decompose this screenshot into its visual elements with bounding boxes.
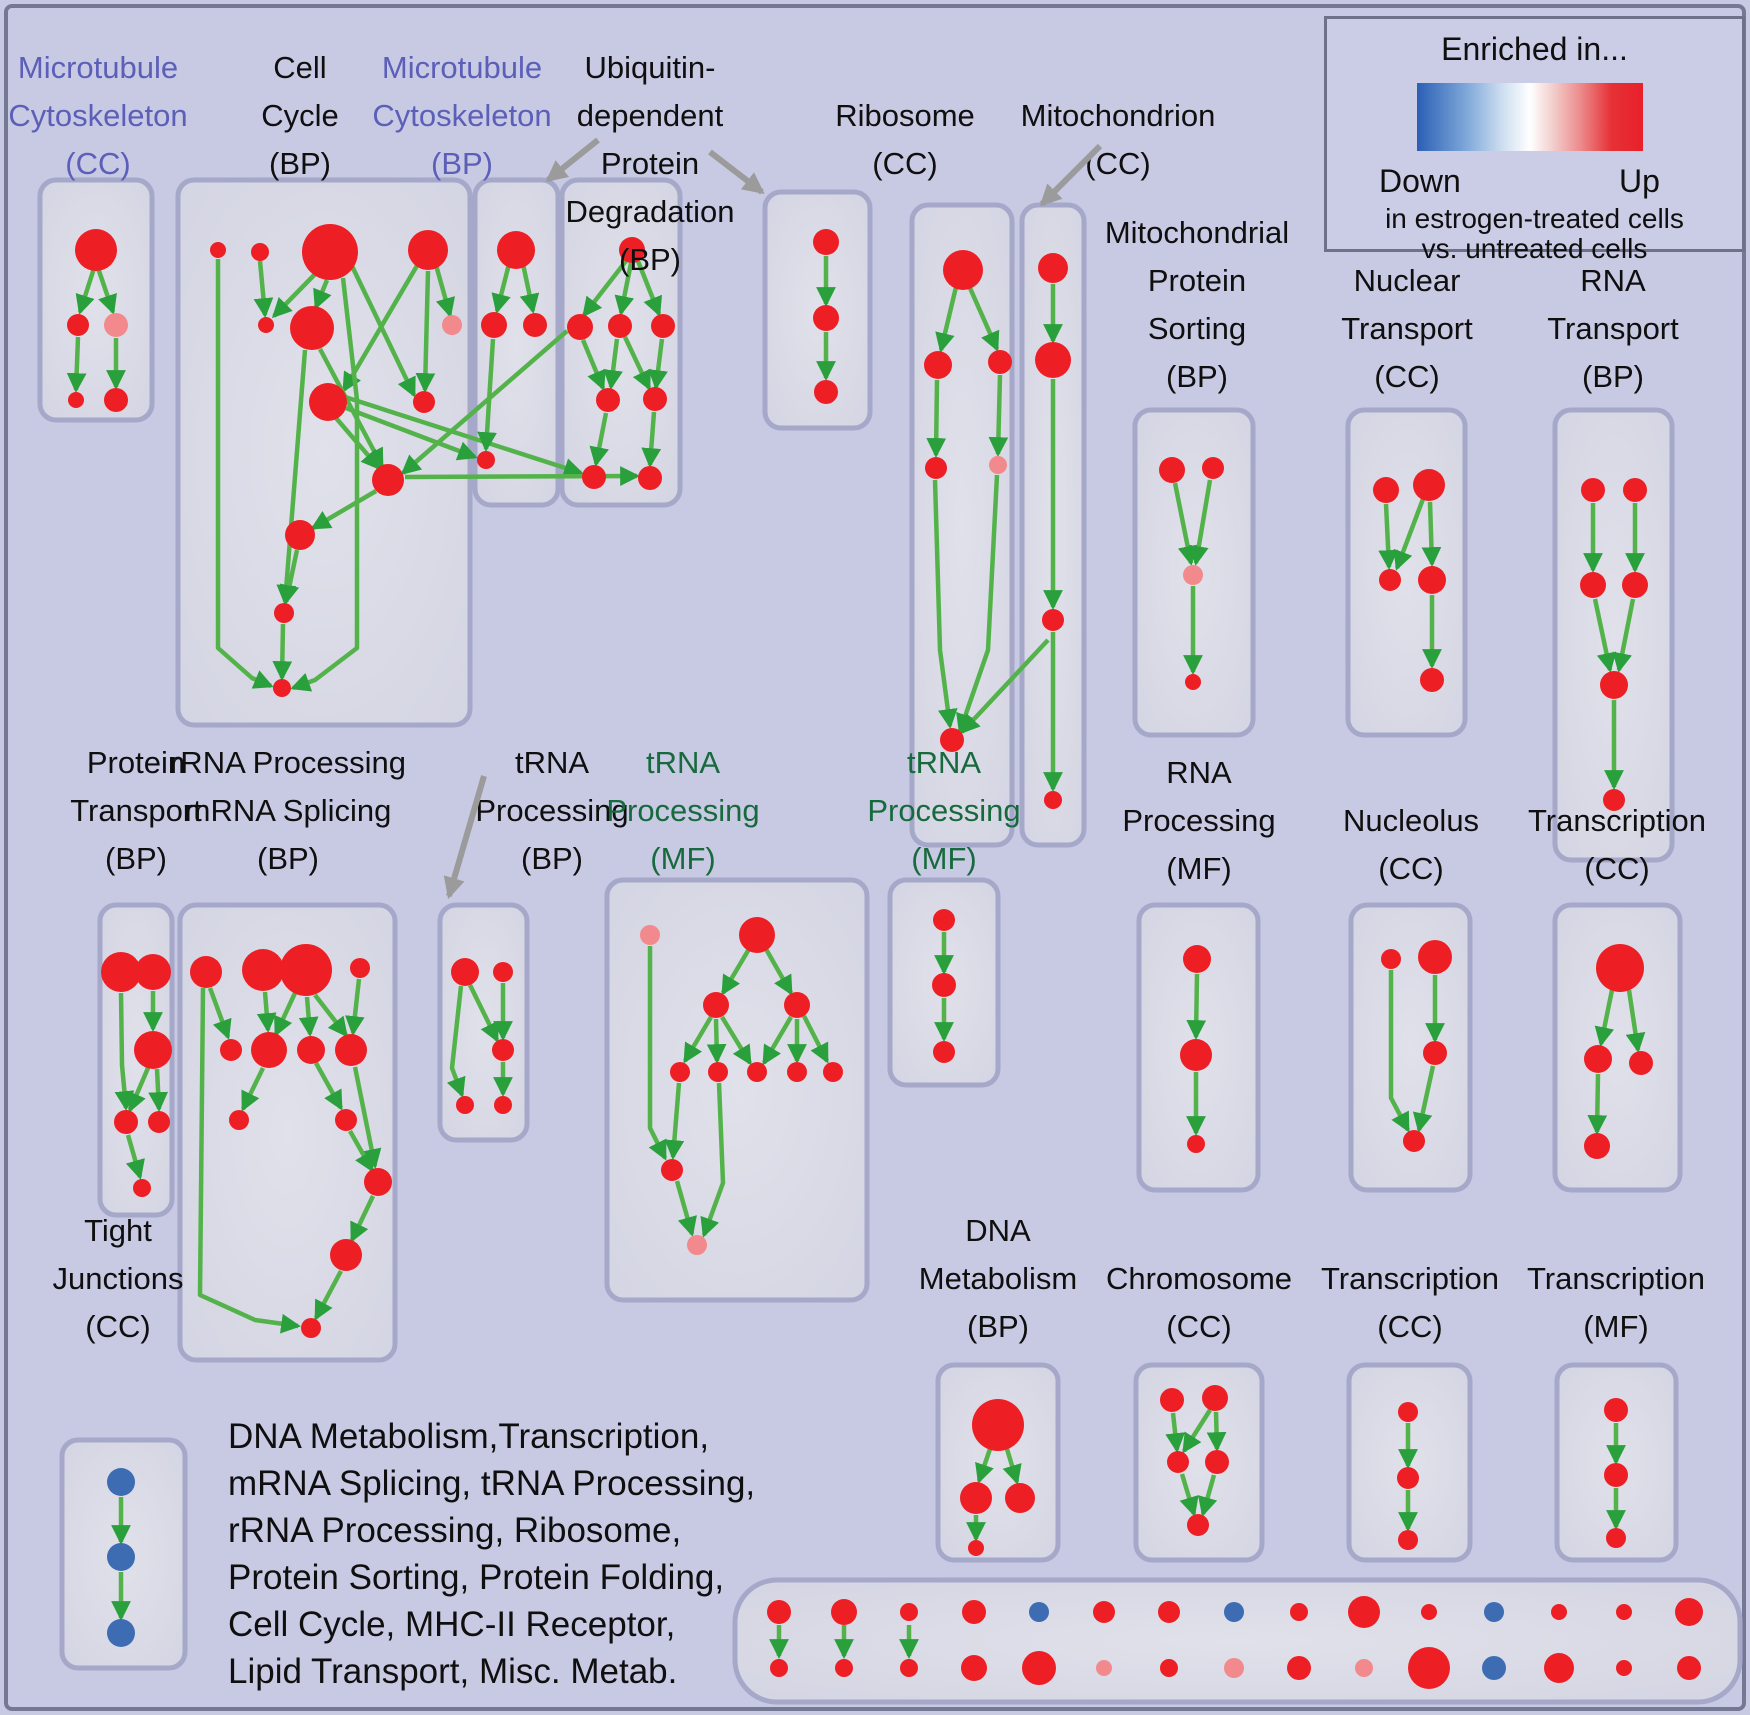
go-term-node	[372, 464, 404, 496]
go-term-node	[961, 1655, 987, 1681]
hierarchy-edge	[1216, 1412, 1217, 1449]
hierarchy-edge	[1597, 1074, 1598, 1132]
go-term-node	[661, 1159, 683, 1181]
go-term-node	[190, 956, 222, 988]
go-term-node	[135, 954, 171, 990]
go-term-node	[989, 456, 1007, 474]
go-term-label: (BP)	[105, 841, 167, 876]
hierarchy-edge	[282, 624, 283, 678]
go-term-node	[1423, 1041, 1447, 1065]
go-term-node	[972, 1399, 1024, 1451]
go-term-label: tRNA	[906, 745, 982, 780]
go-term-node	[1397, 1467, 1419, 1489]
go-term-node	[643, 387, 667, 411]
go-term-node	[1355, 1659, 1373, 1677]
go-term-label: Cytoskeleton	[372, 98, 552, 133]
go-term-node	[280, 944, 332, 996]
go-term-label: dependent	[576, 98, 724, 133]
go-term-node	[813, 229, 839, 255]
go-term-node	[258, 317, 274, 333]
go-term-label: RNA	[1580, 263, 1646, 298]
go-term-label: Transport	[70, 793, 202, 828]
go-term-label: Protein	[86, 745, 186, 780]
go-term-node	[1029, 1602, 1049, 1622]
go-term-node	[1420, 668, 1444, 692]
go-term-node	[75, 229, 117, 271]
go-term-label: Ribosome	[835, 98, 975, 133]
go-term-node	[1482, 1656, 1506, 1680]
go-term-label: (CC)	[1374, 359, 1440, 394]
go-term-label: Mitochondrial	[1104, 215, 1290, 250]
go-term-label: Processing	[867, 793, 1021, 828]
cluster-box-nuclear-transport-cc	[1348, 410, 1465, 735]
legend-title: Enriched in...	[1441, 31, 1628, 67]
go-term-label: Transport	[1547, 311, 1679, 346]
go-term-label: (BP)	[1582, 359, 1644, 394]
go-term-label: (BP)	[269, 146, 331, 181]
go-term-node	[1677, 1656, 1701, 1680]
go-term-node	[1183, 945, 1211, 973]
go-term-label: (MF)	[1583, 1309, 1649, 1344]
go-term-node	[1044, 791, 1062, 809]
go-term-node	[1180, 1039, 1212, 1071]
go-term-node	[107, 1468, 135, 1496]
cluster-box-dna-metabolism-bp	[938, 1365, 1058, 1560]
go-term-label: rRNA Processing	[169, 745, 407, 780]
go-term-node	[1202, 457, 1224, 479]
go-term-node	[274, 603, 294, 623]
go-term-node	[1224, 1602, 1244, 1622]
go-term-node	[1290, 1603, 1308, 1621]
go-term-node	[134, 1031, 172, 1069]
go-term-label: Junctions	[52, 1261, 184, 1296]
go-term-node	[900, 1659, 918, 1677]
go-term-label: DNA	[965, 1213, 1031, 1248]
go-term-label: (MF)	[911, 841, 977, 876]
go-term-label: Microtubule	[381, 50, 543, 85]
go-term-node	[1398, 1402, 1418, 1422]
go-term-node	[477, 451, 495, 469]
legend-gradient-bar	[1417, 83, 1643, 151]
go-term-label: (CC)	[1166, 1309, 1232, 1344]
go-term-node	[290, 306, 334, 350]
go-term-node	[148, 1111, 170, 1133]
go-term-node	[1398, 1530, 1418, 1550]
go-term-node	[493, 962, 513, 982]
color-legend	[1324, 16, 1745, 264]
go-term-node	[1373, 477, 1399, 503]
go-term-node	[107, 1619, 135, 1647]
go-term-node	[1042, 609, 1064, 631]
go-term-node	[133, 1179, 151, 1197]
go-term-node	[1580, 572, 1606, 598]
go-term-label: (CC)	[1584, 851, 1650, 886]
hierarchy-edge	[425, 271, 428, 390]
go-term-node	[330, 1239, 362, 1271]
go-term-node	[273, 679, 291, 697]
go-term-node	[1675, 1598, 1703, 1626]
go-term-label: (BP)	[619, 242, 681, 277]
go-term-label: Processing	[475, 793, 629, 828]
cluster-box-microtubule-cytoskeleton-cc	[40, 180, 152, 420]
go-term-node	[285, 520, 315, 550]
go-term-label: Ubiquitin-	[584, 50, 716, 85]
go-term-node	[309, 383, 347, 421]
go-term-node	[638, 466, 662, 490]
go-term-node	[335, 1034, 367, 1066]
go-term-node	[787, 1062, 807, 1082]
go-term-node	[968, 1540, 984, 1556]
go-term-node	[1035, 342, 1071, 378]
go-term-node	[251, 243, 269, 261]
hierarchy-edge	[157, 1069, 159, 1109]
misc-terms-text-line: Lipid Transport, Misc. Metab.	[228, 1652, 678, 1691]
go-term-node	[481, 312, 507, 338]
cluster-box-misc-terms-wide	[735, 1580, 1740, 1702]
go-term-node	[1379, 569, 1401, 591]
go-term-node	[1183, 565, 1203, 585]
go-term-label: (CC)	[1377, 1309, 1443, 1344]
go-term-node	[1418, 940, 1452, 974]
go-term-node	[1205, 1450, 1229, 1474]
go-term-node	[1187, 1135, 1205, 1153]
go-term-node	[335, 1109, 357, 1131]
go-term-node	[67, 314, 89, 336]
go-term-label: Degradation	[565, 194, 735, 229]
go-term-label: (BP)	[1166, 359, 1228, 394]
go-term-node	[1408, 1647, 1450, 1689]
go-term-node	[251, 1032, 287, 1068]
go-term-label: Transport	[1341, 311, 1473, 346]
go-term-node	[1224, 1658, 1244, 1678]
hierarchy-edge	[1386, 504, 1389, 567]
hierarchy-edge	[998, 375, 1000, 454]
go-term-node	[364, 1168, 392, 1196]
go-term-label: (BP)	[257, 841, 319, 876]
go-term-node	[494, 1096, 512, 1114]
go-term-node	[640, 925, 660, 945]
go-term-node	[1160, 1659, 1178, 1677]
go-term-node	[747, 1062, 767, 1082]
go-term-label: Cytoskeleton	[8, 98, 188, 133]
misc-terms-text-line: mRNA Splicing, tRNA Processing,	[228, 1464, 756, 1503]
go-term-label: Sorting	[1147, 311, 1247, 346]
go-term-label: tRNA	[514, 745, 590, 780]
go-term-node	[1484, 1602, 1504, 1622]
go-term-node	[1096, 1660, 1112, 1676]
hierarchy-edge	[936, 380, 937, 455]
legend-up-label: Up	[1619, 163, 1660, 199]
go-term-node	[1600, 671, 1628, 699]
go-term-label: Transcription	[1320, 1261, 1500, 1296]
go-term-node	[1022, 1651, 1056, 1685]
legend-down-label: Down	[1379, 163, 1461, 199]
go-term-label: Transcription	[1527, 803, 1707, 838]
go-term-node	[1581, 478, 1605, 502]
go-term-node	[1616, 1604, 1632, 1620]
go-term-node	[210, 242, 226, 258]
misc-terms-text-line: rRNA Processing, Ribosome,	[228, 1511, 682, 1550]
go-term-node	[297, 1036, 325, 1064]
go-term-node	[451, 958, 479, 986]
go-term-node	[784, 992, 810, 1018]
go-term-label: Chromosome	[1105, 1261, 1293, 1296]
go-term-node	[608, 314, 632, 338]
go-term-label: (BP)	[431, 146, 493, 181]
go-term-label: (CC)	[85, 1309, 151, 1344]
go-term-node	[1005, 1483, 1035, 1513]
go-term-node	[1421, 1604, 1437, 1620]
hierarchy-edge	[265, 992, 268, 1030]
go-term-node	[523, 313, 547, 337]
go-term-node	[1038, 253, 1068, 283]
go-term-node	[813, 305, 839, 331]
go-term-node	[1629, 1051, 1653, 1075]
go-term-label: Protein	[1147, 263, 1247, 298]
go-term-node	[960, 1482, 992, 1514]
go-term-node	[1544, 1653, 1574, 1683]
go-term-node	[1287, 1656, 1311, 1680]
go-term-node	[1584, 1133, 1610, 1159]
go-term-node	[962, 1600, 986, 1624]
go-term-node	[1413, 469, 1445, 501]
go-term-node	[1185, 674, 1201, 690]
misc-terms-text-line: Protein Sorting, Protein Folding,	[228, 1558, 725, 1597]
go-term-label: (MF)	[1166, 851, 1232, 886]
go-term-node	[770, 1659, 788, 1677]
go-term-node	[301, 1318, 321, 1338]
go-term-node	[932, 973, 956, 997]
go-term-label: Nuclear	[1353, 263, 1461, 298]
go-term-node	[1158, 1601, 1180, 1623]
go-term-node	[933, 909, 955, 931]
go-term-label: (CC)	[872, 146, 938, 181]
go-term-node	[413, 391, 435, 413]
go-term-node	[582, 465, 606, 489]
go-term-node	[1622, 572, 1648, 598]
go-term-node	[302, 224, 358, 280]
go-term-node	[242, 949, 284, 991]
go-term-node	[1159, 457, 1185, 483]
hierarchy-edge	[1196, 974, 1197, 1037]
go-term-label: (CC)	[65, 146, 131, 181]
misc-terms-text-line: Cell Cycle, MHC-II Receptor,	[228, 1605, 676, 1644]
hierarchy-edge	[1430, 502, 1432, 564]
go-term-node	[831, 1599, 857, 1625]
hierarchy-edge	[307, 997, 310, 1034]
go-term-label: Transcription	[1526, 1261, 1706, 1296]
go-term-node	[114, 1110, 138, 1134]
go-term-label: (CC)	[1085, 146, 1151, 181]
go-term-node	[1381, 949, 1401, 969]
go-term-label: Metabolism	[918, 1261, 1078, 1296]
go-term-node	[492, 1039, 514, 1061]
go-term-node	[442, 315, 462, 335]
cluster-box-trna-processing-bp	[440, 905, 527, 1140]
go-term-node	[924, 351, 952, 379]
go-term-node	[104, 388, 128, 412]
go-term-node	[708, 1062, 728, 1082]
go-term-node	[1623, 478, 1647, 502]
go-term-label: tRNA	[645, 745, 721, 780]
go-term-label: Cell	[273, 50, 327, 85]
go-term-node	[567, 314, 593, 340]
legend-subtitle-2: vs. untreated cells	[1421, 233, 1648, 264]
go-term-node	[104, 313, 128, 337]
go-term-label: (CC)	[1378, 851, 1444, 886]
go-term-node	[943, 250, 983, 290]
go-term-node	[988, 350, 1012, 374]
go-term-node	[220, 1039, 242, 1061]
go-term-label: Processing	[1122, 803, 1276, 838]
hierarchy-edge	[76, 337, 78, 390]
go-term-node	[823, 1062, 843, 1082]
go-term-node	[1551, 1604, 1567, 1620]
go-term-node	[456, 1096, 474, 1114]
go-term-node	[1418, 566, 1446, 594]
go-term-label: (MF)	[650, 841, 716, 876]
go-term-node	[703, 992, 729, 1018]
go-term-node	[497, 231, 535, 269]
go-term-node	[1202, 1385, 1228, 1411]
go-term-node	[814, 380, 838, 404]
go-term-node	[670, 1062, 690, 1082]
go-term-node	[1596, 944, 1644, 992]
go-term-node	[687, 1235, 707, 1255]
go-term-label: Cycle	[261, 98, 339, 133]
go-term-node	[767, 1600, 791, 1624]
go-term-label: (BP)	[967, 1309, 1029, 1344]
go-term-node	[229, 1110, 249, 1130]
go-term-node	[68, 392, 84, 408]
misc-terms-text-line: DNA Metabolism,Transcription,	[228, 1417, 710, 1456]
go-term-node	[1187, 1514, 1209, 1536]
go-term-node	[1604, 1463, 1628, 1487]
go-term-node	[408, 230, 448, 270]
go-term-label: Tight	[84, 1213, 152, 1248]
go-term-node	[1160, 1388, 1184, 1412]
go-term-label: (BP)	[521, 841, 583, 876]
go-term-label: Processing	[606, 793, 760, 828]
go-term-node	[900, 1603, 918, 1621]
go-term-label: Mitochondrion	[1020, 98, 1216, 133]
go-term-node	[107, 1543, 135, 1571]
go-term-node	[835, 1659, 853, 1677]
go-term-node	[1348, 1596, 1380, 1628]
go-term-label: RNA	[1166, 755, 1232, 790]
go-term-label: Protein	[600, 146, 700, 181]
go-term-node	[1604, 1398, 1628, 1422]
go-term-node	[1584, 1045, 1612, 1073]
go-term-node	[350, 958, 370, 978]
go-term-node	[1606, 1528, 1626, 1548]
go-term-label: Nucleolus	[1342, 803, 1480, 838]
go-term-node	[925, 457, 947, 479]
go-term-node	[1616, 1660, 1632, 1676]
legend-subtitle-1: in estrogen-treated cells	[1385, 203, 1684, 234]
go-term-node	[1403, 1130, 1425, 1152]
go-term-node	[1093, 1601, 1115, 1623]
hierarchy-edge	[716, 1019, 717, 1061]
go-term-label: Microtubule	[17, 50, 179, 85]
go-term-node	[1167, 1451, 1189, 1473]
go-term-node	[596, 388, 620, 412]
go-term-node	[933, 1041, 955, 1063]
go-term-node	[739, 917, 775, 953]
go-term-label: mRNA Splicing	[184, 793, 392, 828]
go-term-node	[651, 314, 675, 338]
